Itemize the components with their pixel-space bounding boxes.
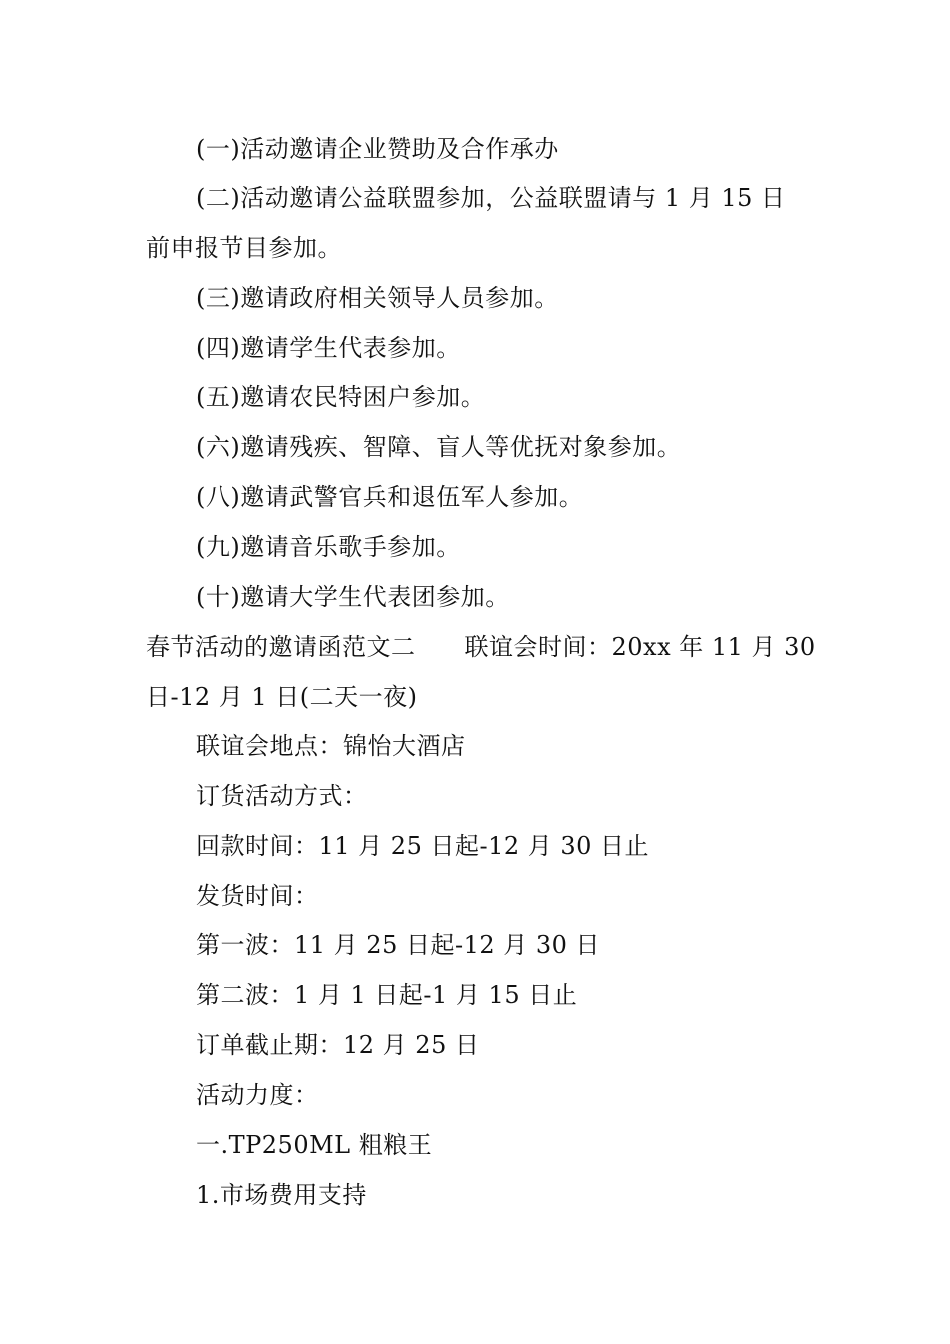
section-title-line-continued: 日-12 月 1 日(二天一夜) xyxy=(146,683,418,711)
paragraph-item-8: (八)邀请武警官兵和退伍军人参加。 xyxy=(196,483,584,511)
product-heading: 一.TP250ML 粗粮王 xyxy=(196,1131,433,1159)
paragraph-item-6: (六)邀请残疾、智障、盲人等优抚对象参加。 xyxy=(196,433,682,461)
paragraph-item-10: (十)邀请大学生代表团参加。 xyxy=(196,583,510,611)
paragraph-item-9: (九)邀请音乐歌手参加。 xyxy=(196,533,461,561)
shipping-wave-2: 第二波：1 月 1 日起-1 月 15 日止 xyxy=(196,981,578,1009)
shipping-time-heading: 发货时间： xyxy=(196,882,319,910)
paragraph-item-1: (一)活动邀请企业赞助及合作承办 xyxy=(196,135,559,163)
paragraph-item-2-continued: 前申报节目参加。 xyxy=(146,234,342,262)
order-deadline-line: 订单截止期：12 月 25 日 xyxy=(196,1031,480,1059)
paragraph-item-5: (五)邀请农民特困户参加。 xyxy=(196,383,486,411)
venue-line: 联谊会地点：锦怡大酒店 xyxy=(196,732,466,760)
support-item: 1.市场费用支持 xyxy=(196,1181,367,1209)
order-method-heading: 订货活动方式： xyxy=(196,782,368,810)
paragraph-item-3: (三)邀请政府相关领导人员参加。 xyxy=(196,284,559,312)
payment-time-line: 回款时间：11 月 25 日起-12 月 30 日止 xyxy=(196,832,650,860)
paragraph-item-4: (四)邀请学生代表参加。 xyxy=(196,334,461,362)
paragraph-item-2: (二)活动邀请公益联盟参加，公益联盟请与 1 月 15 日 xyxy=(196,184,786,212)
promotion-heading: 活动力度： xyxy=(196,1081,319,1109)
section-title-line: 春节活动的邀请函范文二 联谊会时间：20xx 年 11 月 30 xyxy=(146,633,816,661)
shipping-wave-1: 第一波：11 月 25 日起-12 月 30 日 xyxy=(196,931,601,959)
